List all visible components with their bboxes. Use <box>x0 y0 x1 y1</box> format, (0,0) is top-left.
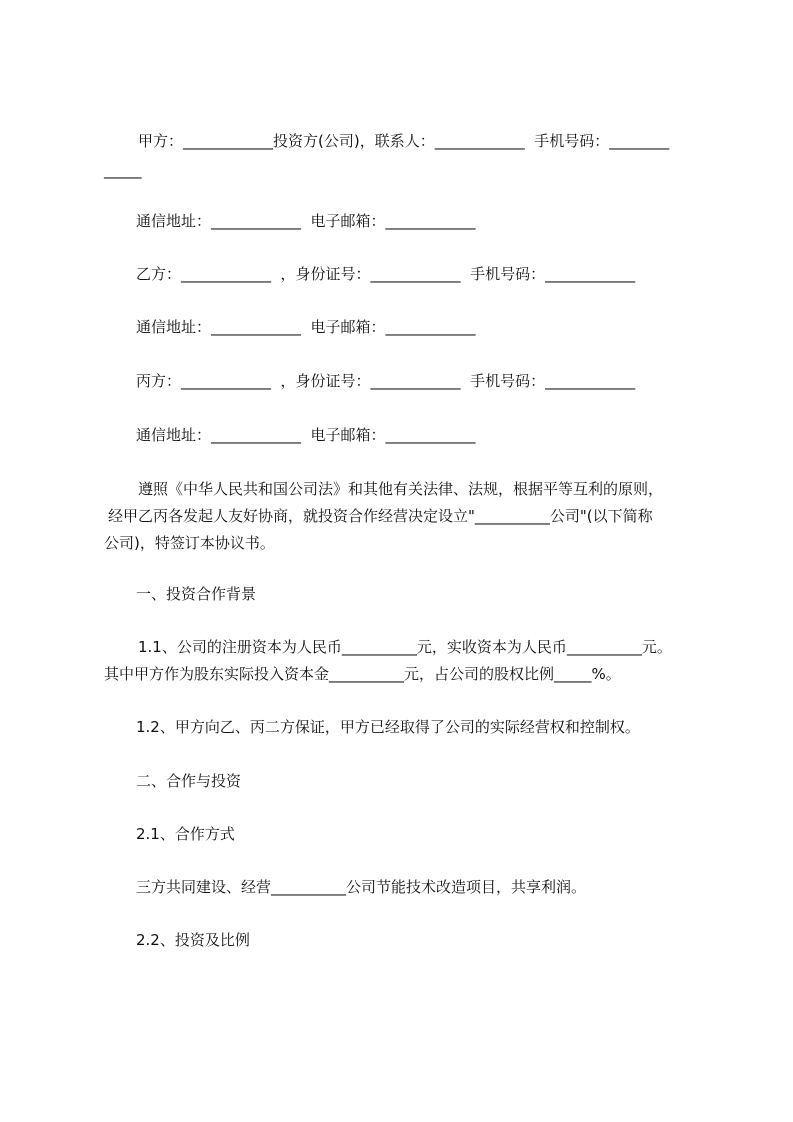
preamble-line-1: 遵照《中华人民共和国公司法》和其他有关法律、法规，根据平等互利的原则， <box>138 480 664 498</box>
clause-2-1-text: 三方共同建设、经营__________公司节能技术改造项目，共享利润。 <box>136 878 587 896</box>
preamble-line-3: 公司)，特签订本协议书。 <box>104 534 275 552</box>
party-b-address: 通信地址：____________ 电子邮箱：____________ <box>136 318 476 336</box>
party-c-line: 丙方：____________ ，身份证号：____________ 手机号码：____________ <box>136 372 636 390</box>
party-a-line: 甲方：____________投资方(公司)，联系人：____________ 手机号码：________ <box>138 132 670 150</box>
clause-1-2: 1.2、甲方向乙、丙二方保证，甲方已经取得了公司的实际经营权和控制权。 <box>136 718 640 736</box>
section-1-heading: 一、投资合作背景 <box>136 585 257 603</box>
clause-1-1-line-1: 1.1、公司的注册资本为人民币__________元，实收资本为人民币__________元。 <box>138 638 672 656</box>
party-c-address: 通信地址：____________ 电子邮箱：____________ <box>136 426 476 444</box>
clause-1-1-line-2: 其中甲方作为股东实际投入资本金__________元，占公司的股权比例_____%。 <box>104 665 621 683</box>
section-2-heading: 二、合作与投资 <box>136 772 242 790</box>
party-a-address: 通信地址：____________ 电子邮箱：____________ <box>136 212 476 230</box>
clause-2-1: 2.1、合作方式 <box>136 825 235 843</box>
party-a-line-continuation: _____ <box>104 161 142 179</box>
clause-2-2: 2.2、投资及比例 <box>136 931 250 949</box>
preamble-line-2: 经甲乙丙各发起人友好协商，就投资合作经营决定设立"__________公司"(以下简称 <box>108 507 653 525</box>
party-b-line: 乙方：____________ ，身份证号：____________ 手机号码：____________ <box>136 265 636 283</box>
